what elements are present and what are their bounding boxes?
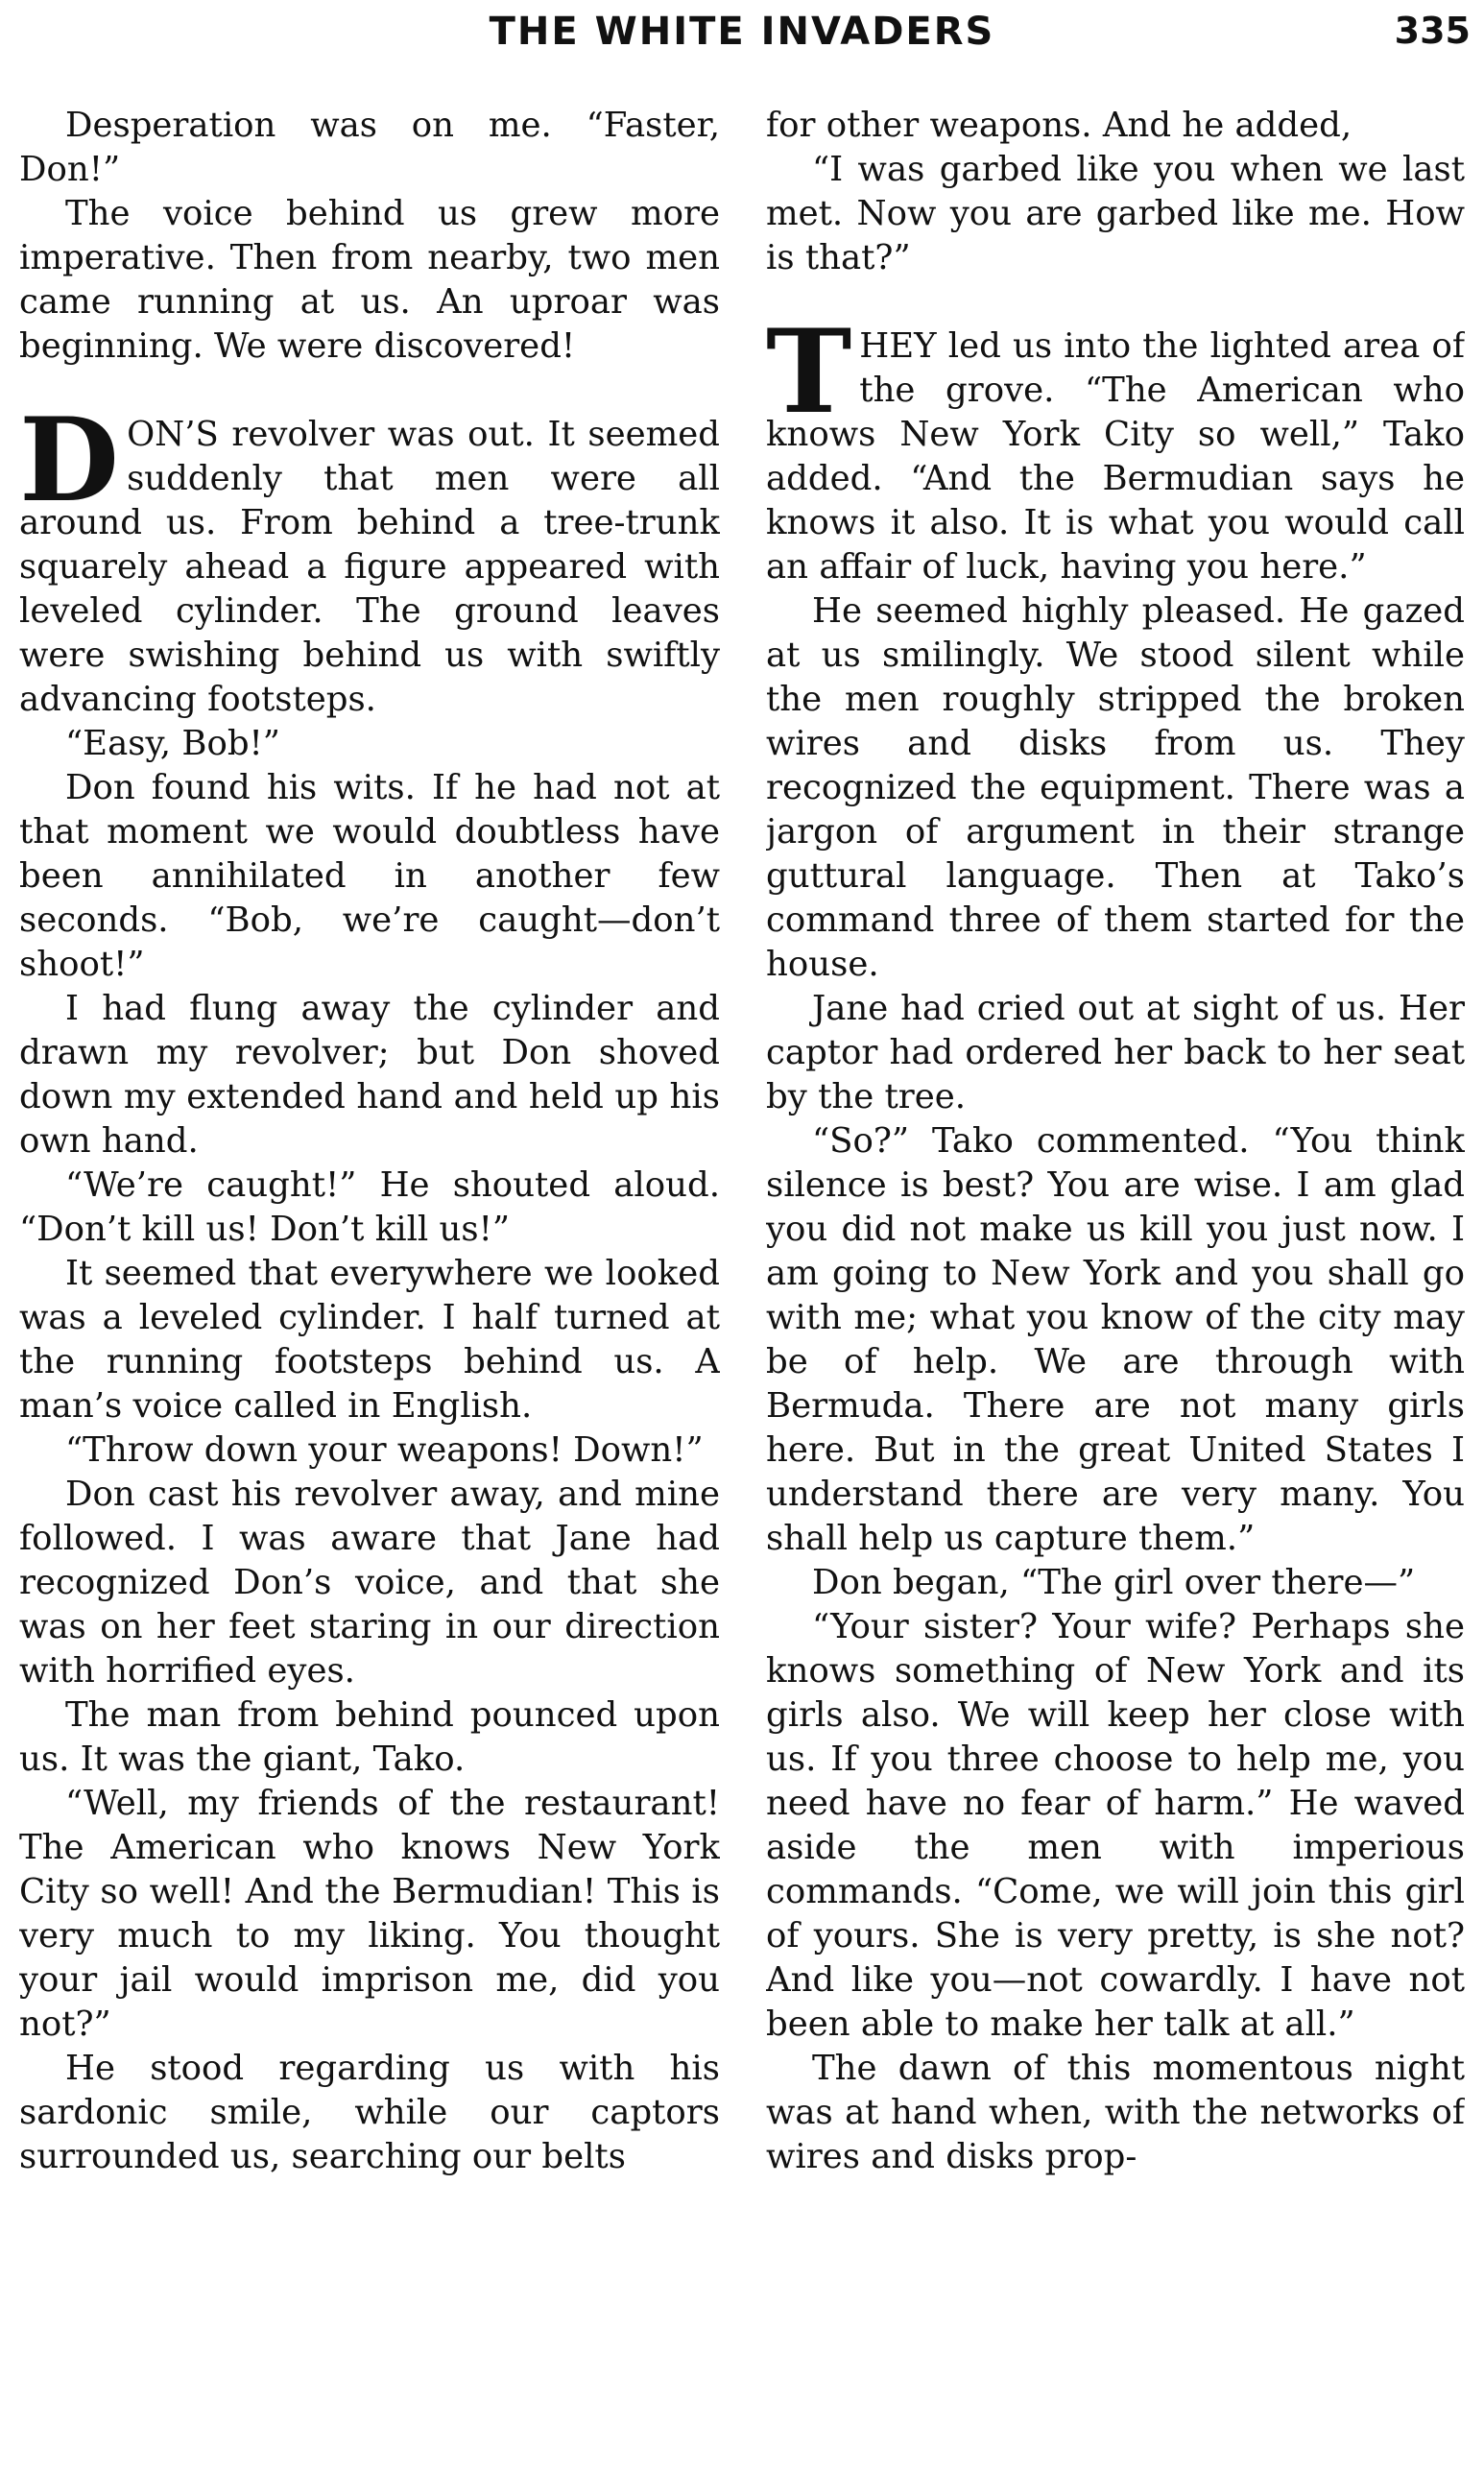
paragraph-continuation: for other weapons. And he added, bbox=[766, 106, 1352, 145]
paragraph: Don found his wits. If he had not at that moment we would doubtless have been annihilated in another few seconds. “Bob, we’re caught—don’t shoot!” bbox=[19, 768, 720, 984]
paragraph: “Throw down your weapons! Down!” bbox=[65, 1430, 704, 1470]
drop-cap: D bbox=[19, 393, 120, 528]
left-column bbox=[19, 104, 720, 2460]
paragraph-text: HEY led us into the lighted area of the grove. “The American who knows New York City so well,” Tako added. “And the Bermudian says he knows it also. It is what you would call an affair of luck, having you here.” bbox=[766, 326, 1465, 587]
section-paragraph bbox=[19, 393, 720, 722]
paragraph: He seemed highly pleased. He gazed at us smilingly. We stood silent while the men roughly stripped the broken wires and disks from us. They recognized the equipment. There was a jargon of argument in their strange guttural language. Then at Tako’s command three of them started for the house. bbox=[766, 591, 1465, 984]
paragraph: Jane had cried out at sight of us. Her captor had ordered her back to her seat by the tree. bbox=[766, 989, 1465, 1116]
paragraph: It seemed that everywhere we looked was a leveled cylinder. I half turned at the running footsteps behind us. A man’s voice called in English. bbox=[19, 1254, 720, 1426]
drop-cap: T bbox=[766, 304, 852, 440]
paragraph: The man from behind pounced upon us. It was the giant, Tako. bbox=[19, 1695, 720, 1779]
paragraph: Desperation was on me. “Faster, Don!” bbox=[19, 106, 720, 189]
paragraph: Don cast his revolver away, and mine followed. I was aware that Jane had recognized Don’s voice, and that she was on her feet staring in our direction with horrified eyes. bbox=[19, 1475, 720, 1691]
section-paragraph bbox=[766, 304, 1465, 589]
right-column bbox=[766, 104, 1465, 2460]
paragraph: “So?” Tako commented. “You think silence is best? You are wise. I am glad you did not make us kill you just now. I am going to New York and you shall go with me; what you know of the city may be of help. We are through with Bermuda. There are not many girls here. But in the great United States I understand there are very many. You shall help us capture them.” bbox=[766, 1121, 1465, 1558]
paragraph: “We’re caught!” He shouted aloud. “Don’t kill us! Don’t kill us!” bbox=[19, 1165, 720, 1249]
paragraph: “Your sister? Your wife? Perhaps she knows something of New York and its girls also. We will keep her close with us. If you three choose to help me, you need have no fear of harm.” He waved aside the men with imperious commands. “Come, we will join this girl of yours. She is very pretty, is she not? And like you—not cowardly. I have not been able to make her talk at all.” bbox=[766, 1607, 1465, 2044]
paragraph: Don began, “The girl over there—” bbox=[812, 1563, 1416, 1602]
paragraph-text: ON’S revolver was out. It seemed suddenly that men were all around us. From behind a tree-trunk squarely ahead a figure appeared with leveled cylinder. The ground leaves were swishing behind us with swiftly advancing footsteps. bbox=[19, 415, 720, 719]
paragraph: I had flung away the cylinder and drawn my revolver; but Don shoved down my extended hand and held up his own hand. bbox=[19, 989, 720, 1161]
paragraph: “Easy, Bob!” bbox=[65, 724, 280, 763]
paragraph: The voice behind us grew more imperative. Then from nearby, two men came running at us. An uproar was beginning. We were discovered! bbox=[19, 194, 720, 366]
running-title: THE WHITE INVADERS bbox=[489, 10, 995, 54]
paragraph: The dawn of this momentous night was at hand when, with the networks of wires and disks prop- bbox=[766, 2049, 1465, 2176]
page-header bbox=[0, 8, 1484, 65]
paragraph: “I was garbed like you when we last met. Now you are garbed like me. How is that?” bbox=[766, 150, 1465, 277]
paragraph: He stood regarding us with his sardonic smile, while our captors surrounded us, searching our belts bbox=[19, 2049, 720, 2176]
page-number: 335 bbox=[1394, 10, 1471, 52]
paragraph: “Well, my friends of the restaurant! The American who knows New York City so well! And the Bermudian! This is very much to my liking. You thought your jail would imprison me, did you not?” bbox=[19, 1784, 720, 2044]
